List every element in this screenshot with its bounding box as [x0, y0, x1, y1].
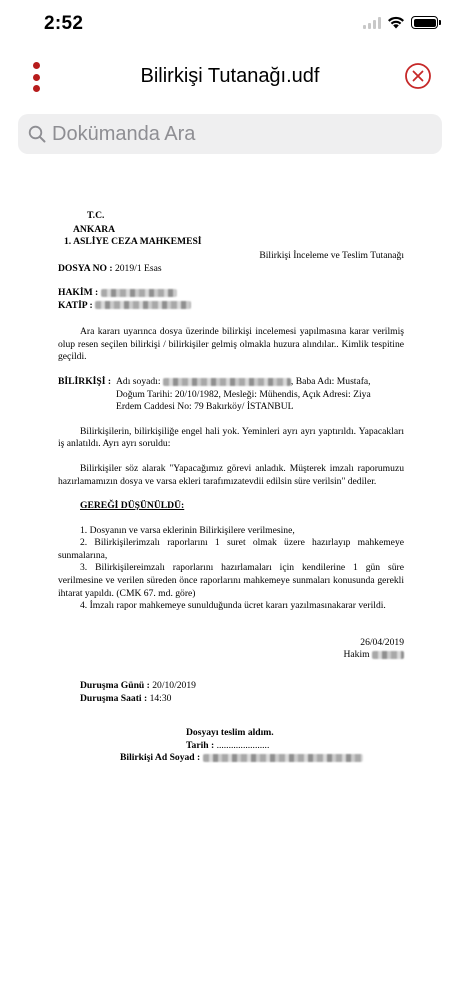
tc-heading: T.C.: [87, 210, 105, 221]
court-heading: 1. ASLİYE CEZA MAHKEMESİ: [64, 236, 202, 248]
tarih-line: [58, 740, 404, 753]
durusma-saati-line: [58, 693, 404, 706]
durusma-gunu-label: Duruşma Günü :: [80, 680, 150, 692]
city-heading: ANKARA: [73, 223, 116, 235]
redacted-katip-name: [95, 301, 191, 309]
dosya-no-value: 2019/1 Esas: [112, 263, 162, 275]
redacted-bilirkisi-adsoyad: [203, 754, 363, 762]
bilirkisi-adsoyad-label: Bilirkişi Ad Soyad :: [120, 752, 201, 764]
bilirkisi-line-3: Erdem Caddesi No: 79 Bakırköy/ İSTANBUL: [116, 401, 294, 413]
search-bar: [18, 114, 442, 154]
intro-paragraph: Ara kararı uyarınca dosya üzerinde bilirkişi incelemesi yapılmasına karar verilmiş olup resen seçilen bilirkişi / bilirkişiler gelmiş olmakla huzura alındılar.. Kimlik tespitine geçildi.: [58, 326, 404, 363]
decision-item-1: 1. Dosyanın ve varsa eklerinin Bilirkişilere verilmesine,: [80, 524, 295, 536]
status-icons: [363, 16, 438, 29]
bilirkisi-block: [58, 376, 404, 414]
cellular-signal-icon: [363, 17, 381, 29]
durusma-gunu-line: [58, 680, 404, 693]
redacted-bilirkisi-name: [163, 378, 291, 386]
tarih-label: Tarih :: [186, 739, 215, 751]
redacted-hakim-name: [101, 289, 177, 297]
bilirkisi-adsoyad-line: [58, 752, 404, 765]
document-type: Bilirkişi İnceleme ve Teslim Tutanağı: [259, 249, 404, 261]
more-options-icon[interactable]: [28, 60, 44, 94]
durusma-gunu-value: 20/10/2019: [149, 680, 196, 692]
teslim-statement: Dosyayı teslim aldım.: [186, 727, 274, 739]
search-input[interactable]: [52, 123, 412, 146]
beyan-paragraph: Bilirkişiler söz alarak "Yapacağımız görevi anladık. Müşterek imzalı raporumuzu hazırlamamızın dosya ve varsa ekleri tarafımızatevdii edilsin süre verilsin" dediler.: [58, 462, 404, 487]
dosya-no-line: [58, 263, 404, 276]
katip-line: [58, 300, 404, 313]
wifi-icon: [387, 16, 405, 29]
dosya-no-label: DOSYA NO :: [58, 263, 113, 275]
bilirkisi-details: [116, 376, 404, 414]
durusma-saati-label: Duruşma Saati :: [80, 692, 148, 704]
bilirkisi-label: BİLİRKİŞİ :: [58, 375, 112, 387]
hakim-signature-label: Hakim: [343, 649, 370, 661]
bilirkisi-line-1-rest: , Baba Adı: Mustafa,: [290, 375, 371, 387]
document-title: Bilirkişi Tutanağı.udf: [140, 65, 320, 87]
katip-label: KATİP :: [58, 299, 93, 311]
hakim-label: HAKİM :: [58, 286, 99, 298]
nav-bar: [0, 50, 460, 104]
redacted-hakim-signature: [372, 651, 404, 659]
bilirkisi-line-2: Doğum Tarihi: 20/10/1982, Mesleği: Mühendis, Açık Adresi: Ziya: [116, 388, 371, 400]
tarih-value: ......................: [214, 739, 270, 751]
document-date: 26/04/2019: [360, 636, 404, 648]
decision-item-4: 4. İmzalı rapor mahkemeye sunulduğunda ücret kararı yazılmasınakarar verildi.: [80, 600, 386, 612]
hakim-line: [58, 287, 404, 300]
geregi-dusunuldu-heading: GEREĞİ DÜŞÜNÜLDÜ:: [80, 500, 185, 512]
hakim-signature: [58, 649, 404, 662]
status-bar: [0, 0, 460, 50]
search-icon: [28, 125, 46, 143]
status-time: 2:52: [44, 13, 84, 34]
bilirkisi-line-1: [116, 376, 404, 389]
yemin-paragraph: Bilirkişilerin, bilirkişiliğe engel hali yok. Yeminleri ayrı ayrı yaptırıldı. Yapacakları iş anlatıldı. Ayrı ayrı soruldu:: [58, 425, 404, 450]
decision-item-3: 3. Bilirkişilereimzalı raporlarını hazırlamaları için kendilerine 1 gün süre verilmesine ve verilen süreden önce raporlarını mahkemeye sunmaları konusunda gerekli ihtarat yapıldı. (CMK 67. md. göre): [58, 562, 404, 599]
bilirkisi-prefix: Adı soyadı:: [116, 375, 163, 387]
battery-icon: [411, 16, 438, 29]
close-icon[interactable]: [404, 62, 432, 90]
decision-item-2: 2. Bilirkişilerimzalı raporlarını 1 suret olmak üzere hazırlayıp mahkemeye sunmalarına,: [58, 537, 404, 561]
document-page: [58, 210, 404, 765]
durusma-saati-value: 14:30: [147, 692, 172, 704]
